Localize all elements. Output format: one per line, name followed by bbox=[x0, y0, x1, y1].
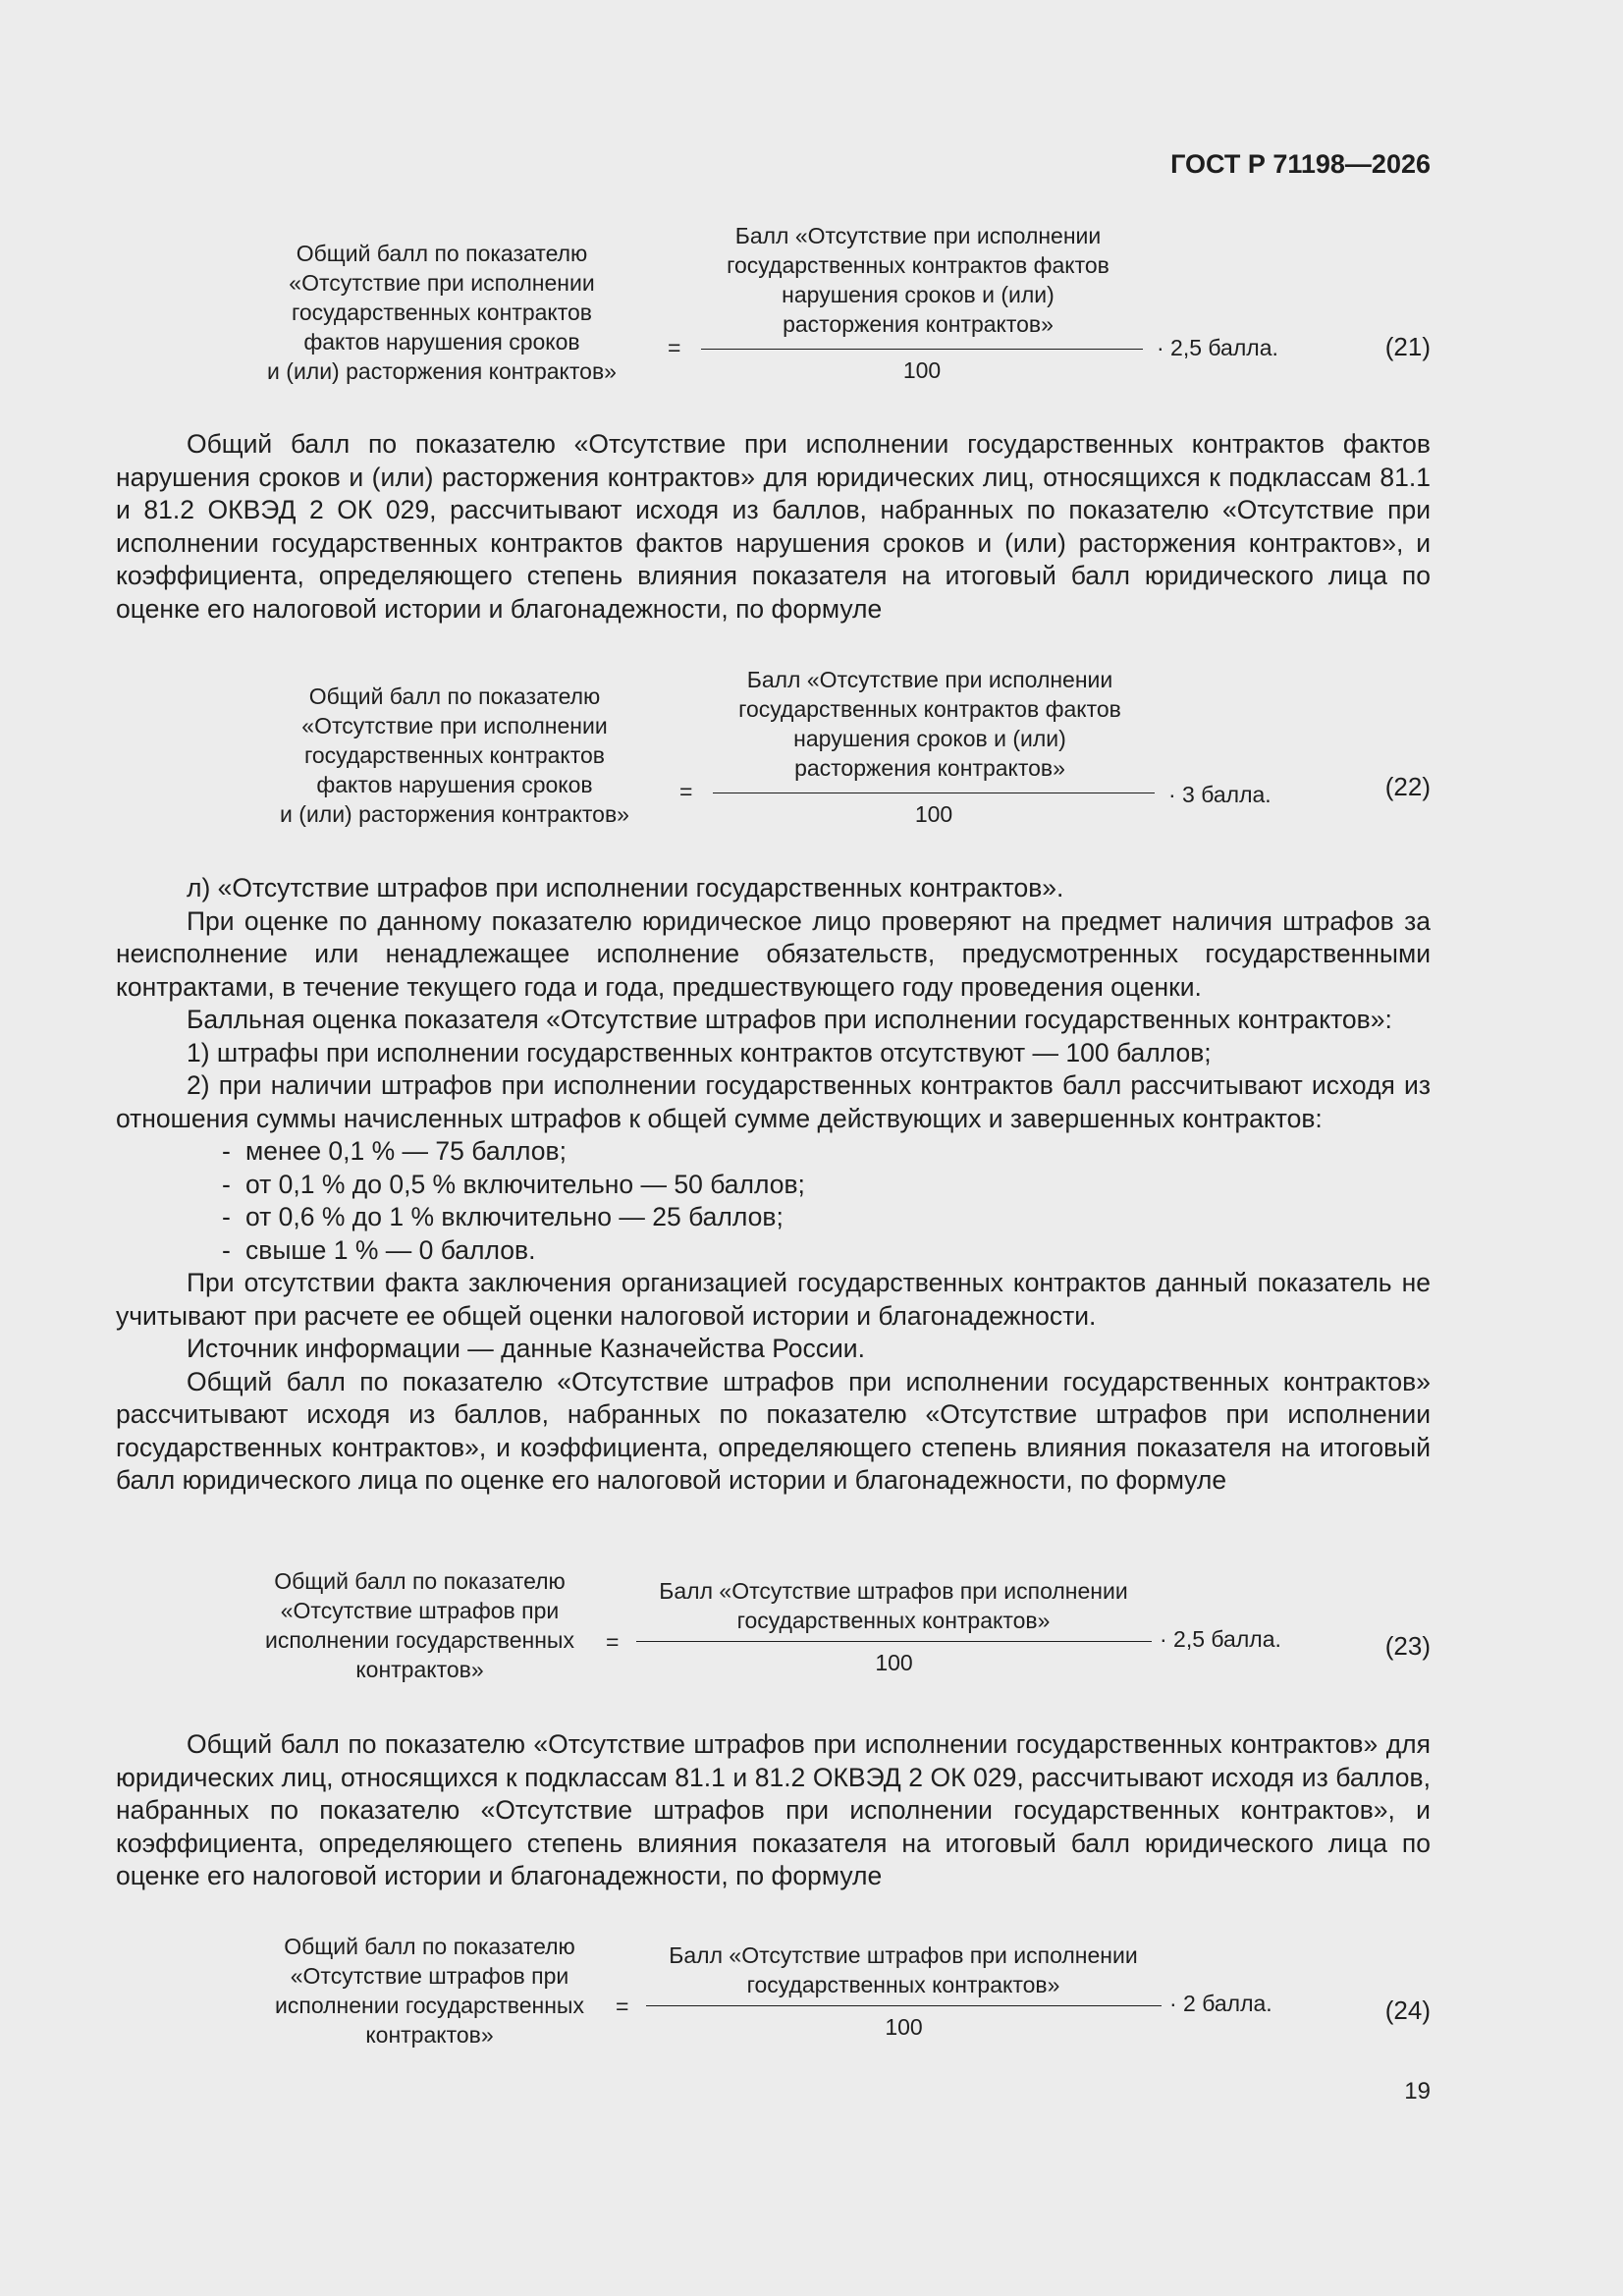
lhs-line: Общий балл по показателю bbox=[284, 1934, 575, 1959]
dash-item: - от 0,6 % до 1 % включительно — 25 баллов; bbox=[116, 1201, 1431, 1234]
numerator-line: государственных контрактов фактов bbox=[738, 696, 1121, 722]
lhs-line: контрактов» bbox=[355, 1657, 484, 1682]
numerator-line: нарушения сроков и (или) bbox=[793, 726, 1066, 751]
lhs-line: контрактов» bbox=[365, 2022, 494, 2048]
formula-denominator: 100 bbox=[902, 357, 942, 383]
paragraph-text: Источник информации — данные Казначейства России. bbox=[187, 1334, 865, 1363]
equals-sign: = bbox=[616, 1994, 629, 2019]
equation-number: (21) bbox=[1384, 332, 1431, 361]
numerator-line: Балл «Отсутствие при исполнении bbox=[746, 667, 1113, 692]
numerator-line: государственных контрактов» bbox=[736, 1608, 1051, 1633]
numerator-line: расторжения контрактов» bbox=[783, 311, 1054, 337]
paragraph-text: При отсутствии факта заключения организацией государственных контрактов данный показатель не учитывают при расчете ее общей оценки налоговой истории и благонадежности. bbox=[116, 1268, 1431, 1331]
formula-denominator: 100 bbox=[875, 1650, 913, 1675]
lhs-line: Общий балл по показателю bbox=[296, 241, 588, 266]
formula-lhs bbox=[245, 1932, 614, 2050]
lhs-line: государственных контрактов bbox=[303, 742, 606, 768]
equation-number: (24) bbox=[1384, 1995, 1431, 2025]
formula-denominator: 100 bbox=[885, 2014, 923, 2040]
numerator-line: государственных контрактов фактов bbox=[727, 252, 1109, 278]
lhs-line: «Отсутствие при исполнении bbox=[301, 713, 608, 738]
list-item: 1) штрафы при исполнении государственных контрактов отсутствуют — 100 баллов; bbox=[187, 1037, 1212, 1067]
numerator-line: Балл «Отсутствие штрафов при исполнении bbox=[669, 1942, 1138, 1968]
equation-number: (22) bbox=[1384, 772, 1431, 801]
lhs-line: и (или) расторжения контрактов» bbox=[280, 801, 629, 827]
lhs-line: исполнении государственных bbox=[275, 1993, 584, 2018]
equals-sign: = bbox=[606, 1629, 620, 1655]
formula-multiplier: · 2 балла. bbox=[1169, 1991, 1272, 2016]
paragraph-text: Общий балл по показателю «Отсутствие при исполнении государственных контрактов фактов нарушения сроков и (или) расторжения контрактов» для юридических лиц, относящихся к подклассам 81.1 и 81.2 ОКВЭД 2 ОК 029, рассчитывают исходя из баллов, набранных по показателю «Отсутствие при исполнении государственных контрактов фактов нарушения сроков и (или) расторжения контрактов», и коэффициента, определяющего степень влияния показателя на итоговый балл юридического лица по оценке его налоговой истории и благонадежности, по формуле bbox=[116, 429, 1431, 624]
lhs-line: фактов нарушения сроков bbox=[316, 772, 593, 797]
fraction-bar bbox=[646, 2005, 1162, 2006]
dash-item: - от 0,1 % до 0,5 % включительно — 50 баллов; bbox=[116, 1169, 1431, 1202]
equation-number: (23) bbox=[1384, 1631, 1431, 1661]
lhs-line: «Отсутствие штрафов при bbox=[290, 1963, 569, 1989]
lhs-line: исполнении государственных bbox=[265, 1627, 574, 1653]
formula-numerator bbox=[628, 1941, 1178, 1999]
page-number: 19 bbox=[1404, 2078, 1431, 2105]
equals-sign: = bbox=[668, 335, 681, 360]
numerator-line: Балл «Отсутствие штрафов при исполнении bbox=[659, 1578, 1128, 1604]
formula-denominator: 100 bbox=[914, 801, 953, 827]
lhs-line: «Отсутствие при исполнении bbox=[289, 270, 595, 296]
lhs-line: Общий балл по показателю bbox=[308, 683, 601, 709]
section-heading: л) «Отсутствие штрафов при исполнении государственных контрактов». bbox=[187, 873, 1064, 902]
list-item: 2) при наличии штрафов при исполнении государственных контрактов балл рассчитывают исходя из отношения суммы начисленных штрафов к общей сумме действующих и завершенных контрактов: bbox=[116, 1070, 1431, 1133]
paragraph-text: Балльная оценка показателя «Отсутствие штрафов при исполнении государственных контрактов»: bbox=[187, 1005, 1392, 1034]
document-header: ГОСТ Р 71198—2026 bbox=[1170, 149, 1431, 179]
numerator-line: Балл «Отсутствие при исполнении bbox=[734, 223, 1102, 248]
dash-item: - свыше 1 % — 0 баллов. bbox=[116, 1234, 1431, 1268]
paragraph-text: Общий балл по показателю «Отсутствие штрафов при исполнении государственных контрактов» рассчитывают исходя из баллов, набранных по показателю «Отсутствие штрафов при исполнении государственных контрактов», и коэффициента, определяющего степень влияния показателя на итоговый балл юридического лица по оценке его налоговой истории и благонадежности, по формуле bbox=[116, 1366, 1431, 1495]
equals-sign: = bbox=[679, 779, 693, 804]
lhs-line: и (или) расторжения контрактов» bbox=[267, 358, 617, 384]
numerator-line: расторжения контрактов» bbox=[794, 755, 1065, 781]
numerator-line: государственных контрактов» bbox=[746, 1972, 1060, 1997]
lhs-line: Общий балл по показателю bbox=[274, 1568, 566, 1594]
paragraph-text: Общий балл по показателю «Отсутствие штрафов при исполнении государственных контрактов» для юридических лиц, относящихся к подклассам 81.1 и 81.2 ОКВЭД 2 ОК 029, рассчитывают исходя из баллов, набранных по показателю «Отсутствие штрафов при исполнении государственных контрактов», и коэффициента, определяющего степень влияния показателя на итоговый балл юридического лица по оценке его налоговой истории и благонадежности, по формуле bbox=[116, 1729, 1431, 1890]
lhs-line: «Отсутствие штрафов при bbox=[280, 1598, 560, 1623]
formula-multiplier: · 3 балла. bbox=[1168, 782, 1271, 807]
formula-multiplier: · 2,5 балла. bbox=[1157, 335, 1278, 360]
lhs-line: фактов нарушения сроков bbox=[303, 329, 580, 355]
lhs-line: государственных контрактов bbox=[291, 300, 593, 325]
numerator-line: нарушения сроков и (или) bbox=[782, 282, 1055, 307]
formula-multiplier: · 2,5 балла. bbox=[1160, 1626, 1281, 1652]
paragraph-text: При оценке по данному показателю юридическое лицо проверяют на предмет наличия штрафов за неисполнение или ненадлежащее исполнение обязательств, предусмотренных государственными контрактами, в течение текущего года и года, предшествующего году проведения оценки. bbox=[116, 905, 1431, 1002]
dash-item: - менее 0,1 % — 75 баллов; bbox=[116, 1135, 1431, 1169]
